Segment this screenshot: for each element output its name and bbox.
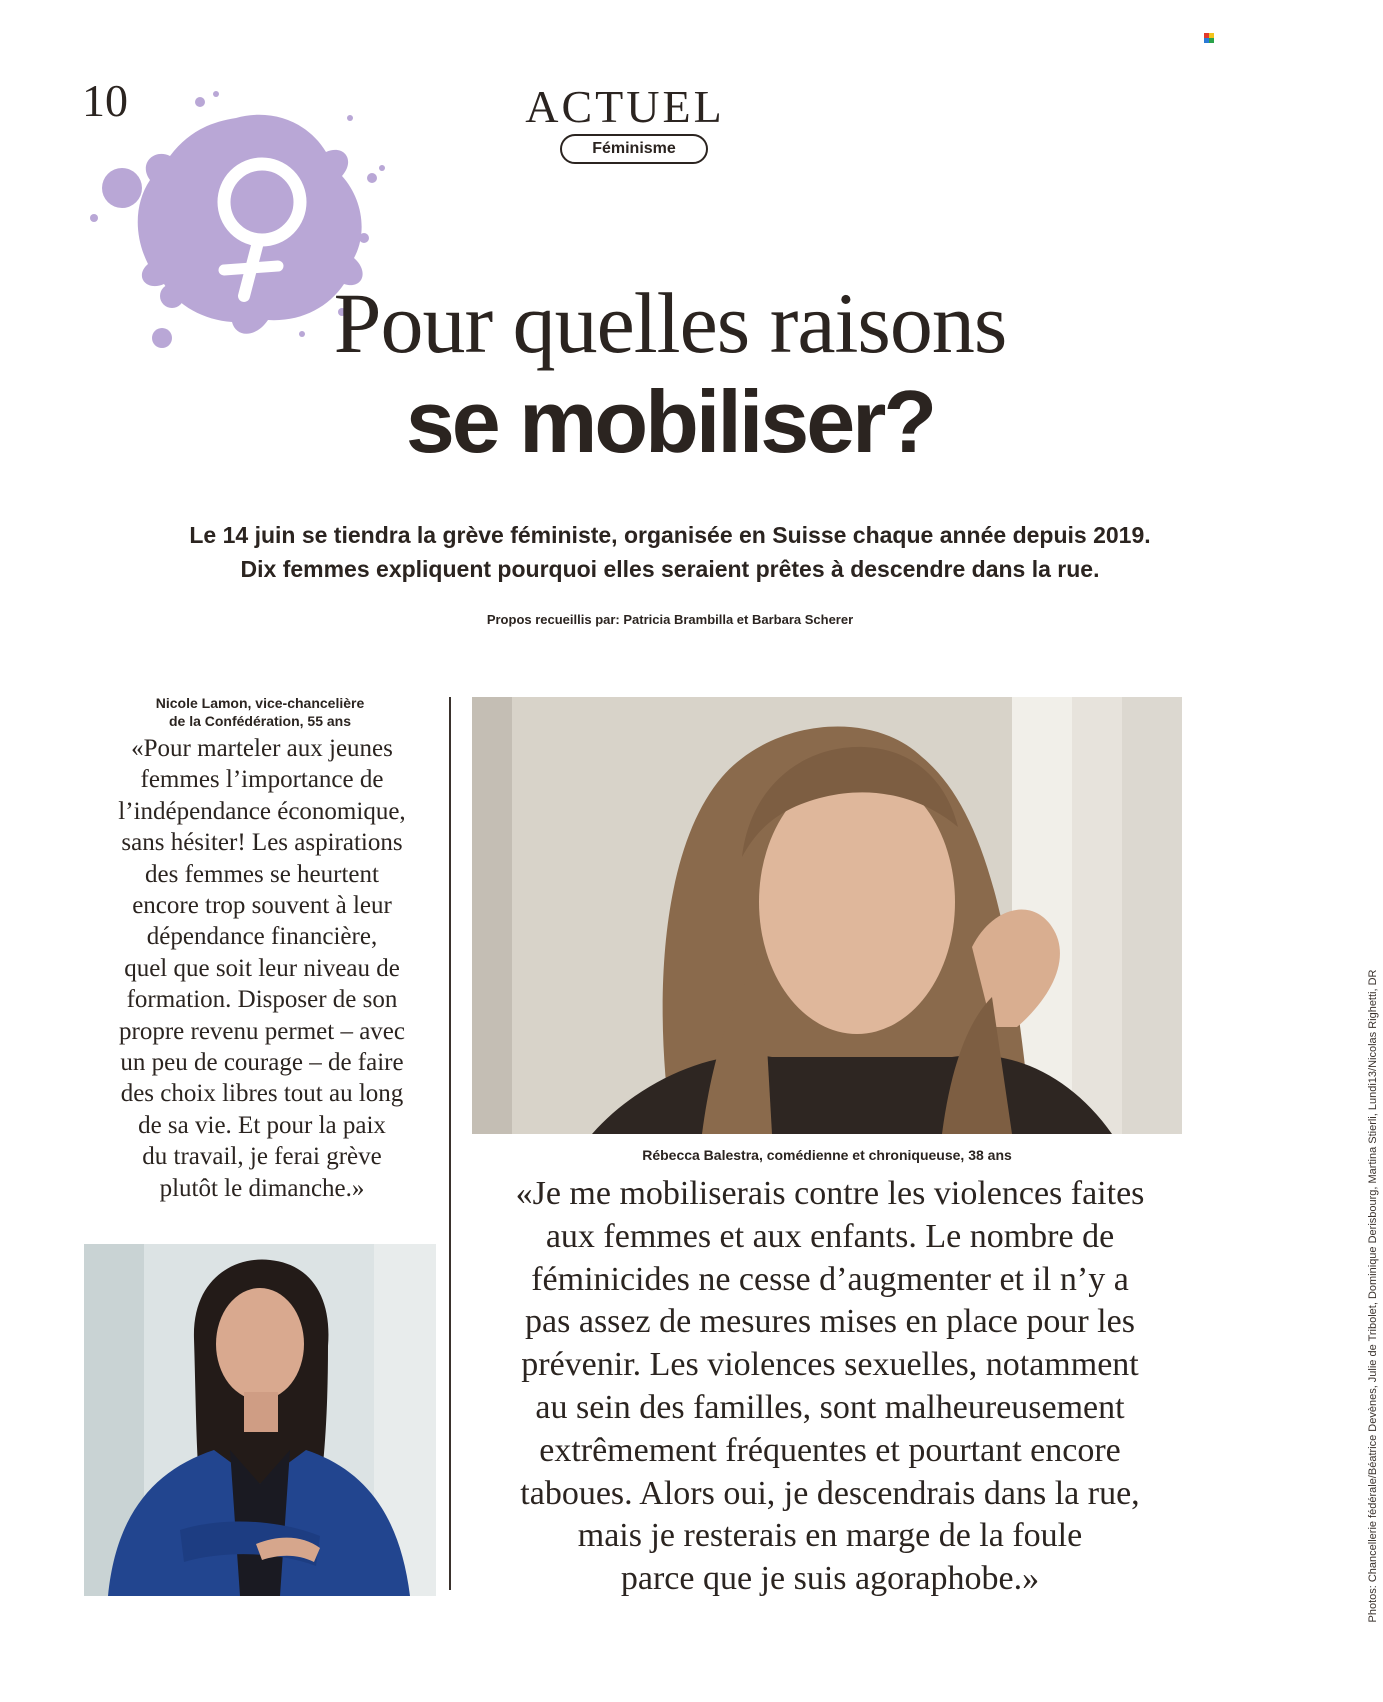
- quote-line: aux femmes et aux enfants. Le nombre de: [545, 1217, 1115, 1255]
- page-number: 10: [82, 75, 128, 126]
- lead-line: Dix femmes expliquent pourquoi elles seraient prêtes à descendre dans la rue.: [240, 556, 1100, 582]
- woman-portrait-illustration: [472, 697, 1182, 1134]
- quote-line: dépendance financière,: [146, 923, 378, 951]
- caption-line: de la Confédération, 55 ans: [168, 713, 352, 729]
- quote-line: de sa vie. Et pour la paix: [138, 1111, 386, 1139]
- quote-line: plutôt le dimanche.»: [159, 1174, 365, 1202]
- right-caption: Rébecca Balestra, comédienne et chroniqueuse, 38 ans: [642, 1147, 1012, 1163]
- quote-line: du travail, je ferai grève: [142, 1143, 382, 1171]
- quote-line: au sein des familles, sont malheureusement: [535, 1388, 1125, 1426]
- quote-line: mais je resterais en marge de la foule: [577, 1517, 1083, 1555]
- column-divider: [449, 697, 451, 1590]
- left-quote: [84, 733, 440, 1204]
- topic-tag: Féminisme: [560, 134, 708, 164]
- left-caption: [90, 694, 430, 730]
- color-registration-icon: [1204, 33, 1214, 43]
- quote-line: propre revenu permet – avec: [119, 1017, 405, 1045]
- quote-line: des choix libres tout au long: [120, 1080, 404, 1108]
- quote-line: «Pour marteler aux jeunes: [131, 735, 393, 762]
- lead-paragraph: [120, 518, 1220, 586]
- caption-line: Nicole Lamon, vice-chancelière: [155, 695, 365, 711]
- quote-line: parce que je suis agoraphobe.»: [620, 1560, 1040, 1598]
- quote-line: taboues. Alors oui, je descendrais dans la rue,: [520, 1474, 1140, 1512]
- right-quote: [470, 1173, 1190, 1601]
- portrait-photo-circle: [84, 1244, 436, 1596]
- photo-credits: Photos: Chancellerie fédérale/Béatrice Devènes, Julie de Tribolet, Dominique Derisbourg, Martina Stierli, Lundi13/Nicolas Righetti, DR: [1367, 969, 1379, 1623]
- headline-line-2: se mobiliser?: [405, 372, 935, 471]
- woman-portrait-illustration: [84, 1244, 436, 1596]
- quote-line: formation. Disposer de son: [126, 986, 398, 1014]
- quote-line: pas assez de mesures mises en place pour les: [525, 1303, 1135, 1341]
- lead-line: Le 14 juin se tiendra la grève féministe, organisée en Suisse chaque année depuis 2019.: [189, 522, 1151, 548]
- quote-line: femmes l’importance de: [140, 766, 384, 794]
- quote-line: des femmes se heurtent: [145, 860, 379, 888]
- quote-line: «Je me mobiliserais contre les violences faites: [515, 1175, 1145, 1212]
- section-title: ACTUEL: [525, 81, 725, 132]
- author-credit: Propos recueillis par: Patricia Brambilla et Barbara Scherer: [486, 612, 854, 627]
- quote-line: quel que soit leur niveau de: [124, 954, 400, 982]
- quote-line: l’indépendance économique,: [118, 797, 406, 825]
- quote-line: féminicides ne cesse d’augmenter et il n’y a: [531, 1260, 1129, 1298]
- quote-line: encore trop souvent à leur: [132, 892, 392, 920]
- quote-line: prévenir. Les violences sexuelles, notamment: [521, 1346, 1139, 1384]
- main-portrait-photo: [472, 697, 1182, 1134]
- headline-line-1: Pour quelles raisons: [333, 275, 1007, 371]
- quote-line: un peu de courage – de faire: [120, 1049, 404, 1077]
- quote-line: extrêmement fréquentes et pourtant encore: [539, 1431, 1121, 1469]
- quote-line: sans hésiter! Les aspirations: [121, 829, 403, 857]
